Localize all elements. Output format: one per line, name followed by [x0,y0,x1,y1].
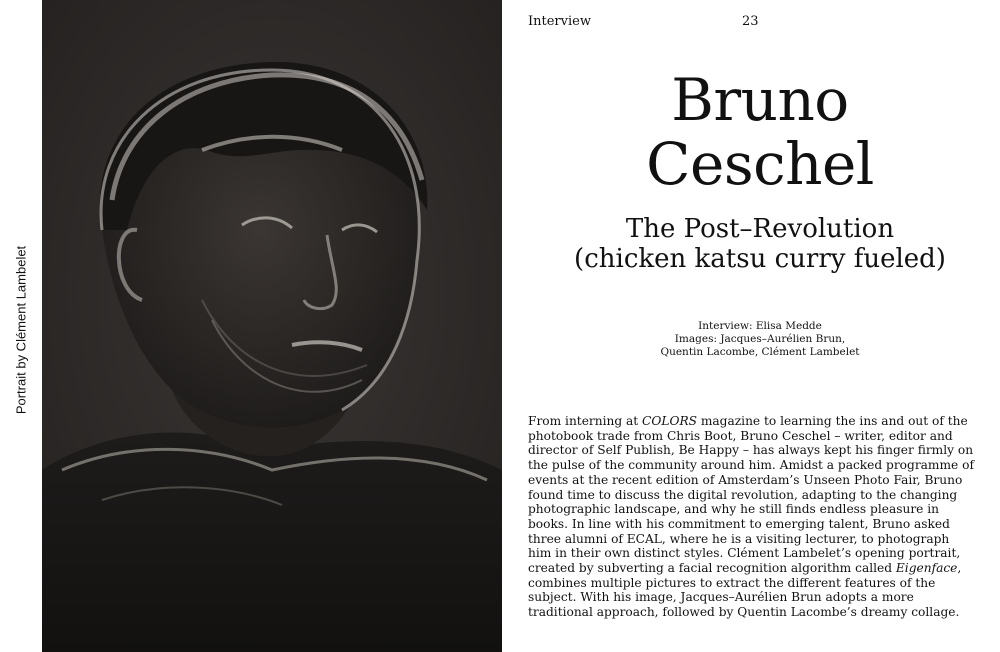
algorithm-name: Eigenface [895,561,958,576]
portrait-illustration [42,0,502,652]
credit-images-line-2: Quentin Lacombe, Clément Lambelet [660,346,860,358]
article-credits [610,320,910,359]
photo-credit: Portrait by Clément Lambelet [13,245,29,415]
article-title [560,68,960,196]
page-number: 23 [742,14,759,29]
body-part-1: From interning at [528,414,643,428]
magazine-name: COLORS [642,414,697,428]
body-part-3: , combines multiple pictures to extract the different features of the subject. With his image, Jacques–Aurélien Brun adopts a more traditional approach, followed by Quentin Lacombe’s dreamy collage. [528,561,962,620]
photo-credit-strip [0,0,42,652]
body-part-2: magazine to learning the ins and out of the photobook trade from Chris Boot, Bruno Ceschel – writer, editor and director of Self Publish, Be Happy – has always kept his finger firmly on the pulse of the community around him. Amidst a packed programme of events at the recent edition of Amsterdam’s Unseen Photo Fair, Bruno found time to discuss the digital revolution, adapting to the changing photographic landscape, and why he still finds endless pleasure in books. In line with his commitment to emerging talent, Bruno asked three alumni of ECAL, where he is a visiting lecturer, to photograph him in their own distinct styles. Clément Lambelet’s opening portrait, created by subverting a facial recognition algorithm called [528,414,974,576]
running-head: Interview [528,14,591,29]
subtitle-line-2: (chicken katsu curry fueled) [574,244,946,274]
title-line-2: Ceschel [646,130,874,198]
credit-images-line-1: Images: Jacques–Aurélien Brun, [674,333,846,345]
article-subtitle [540,214,980,274]
title-line-1: Bruno [671,66,849,134]
credit-interview: Interview: Elisa Medde [698,320,822,332]
portrait-photo [42,0,502,652]
subtitle-line-1: The Post–Revolution [625,214,895,244]
article-body [528,414,976,620]
